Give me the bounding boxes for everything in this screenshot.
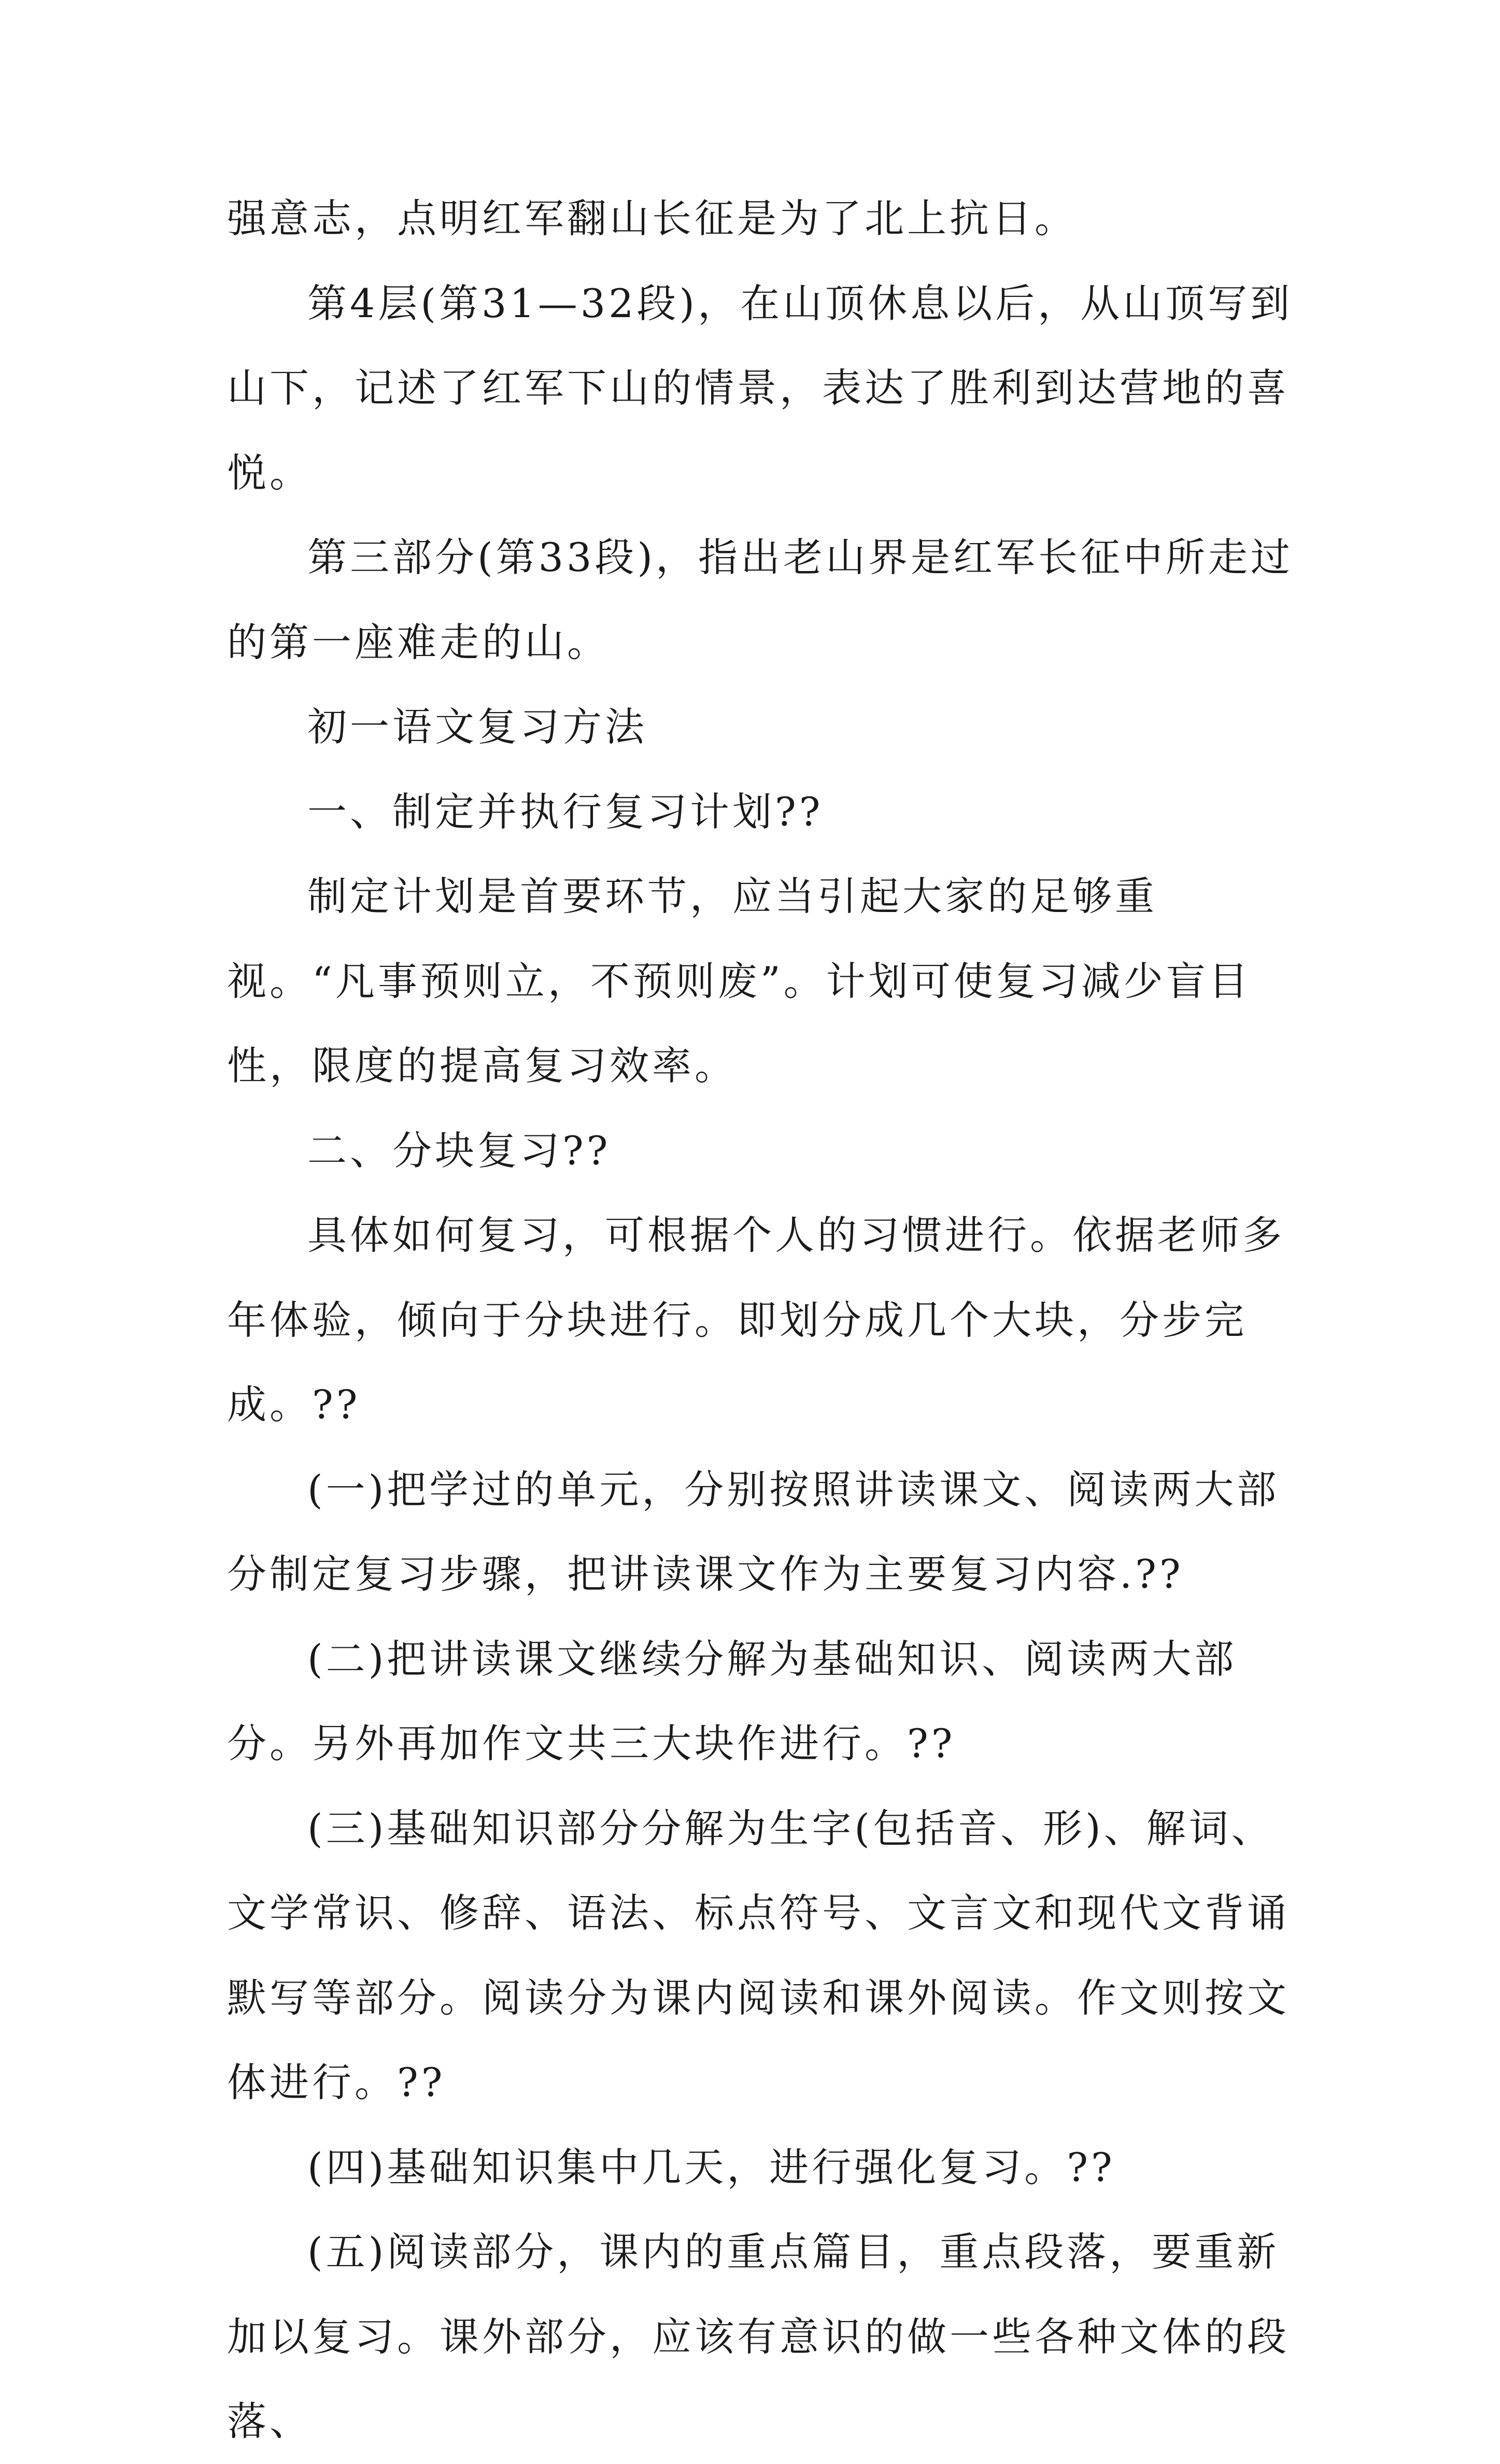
document-body bbox=[227, 176, 1305, 2464]
section-heading-review-methods: 初一语文复习方法 bbox=[307, 704, 647, 750]
paragraph-part-three: 第三部分(第33段)，指出老山界是红军长征中所走过的第一座难走的山。 bbox=[227, 534, 1294, 665]
list-item-3: (三)基础知识部分分解为生字(包括音、形)、解词、文学常识、修辞、语法、标点符号、文言文和现代文背诵默写等部分。阅读分为课内阅读和课外阅读。作文则按文体进行。?? bbox=[227, 1805, 1290, 2105]
subheading-make-plan: 一、制定并执行复习计划?? bbox=[307, 788, 824, 835]
list-item-5: (五)阅读部分，课内的重点篇目，重点段落，要重新加以复习。课外部分，应该有意识的做一些各种文体的段落、 bbox=[227, 2229, 1290, 2444]
list-item-4: (四)基础知识集中几天，进行强化复习。?? bbox=[307, 2144, 1115, 2190]
paragraph-continuation: 强意志，点明红军翻山长征是为了北上抗日。 bbox=[227, 195, 1077, 241]
list-item-1: (一)把学过的单元，分别按照讲读课文、阅读两大部分制定复习步骤，把讲读课文作为主要复习内容.?? bbox=[227, 1466, 1280, 1597]
paragraph-plan-importance: 制定计划是首要环节，应当引起大家的足够重视。“凡事预则立，不预则废”。计划可使复习减少盲目性，限度的提高复习效率。 bbox=[227, 873, 1251, 1089]
subheading-block-review: 二、分块复习?? bbox=[307, 1127, 611, 1174]
paragraph-layer-4: 第4层(第31—32段)，在山顶休息以后，从山顶写到山下，记述了红军下山的情景，表达了胜利到达营地的喜悦。 bbox=[227, 280, 1293, 496]
paragraph-block-review-intro: 具体如何复习，可根据个人的习惯进行。依据老师多年体验，倾向于分块进行。即划分成几个大块，分步完成。?? bbox=[227, 1212, 1285, 1428]
list-item-2: (二)把讲读课文继续分解为基础知识、阅读两大部分。另外再加作文共三大块作进行。?? bbox=[227, 1635, 1237, 1767]
